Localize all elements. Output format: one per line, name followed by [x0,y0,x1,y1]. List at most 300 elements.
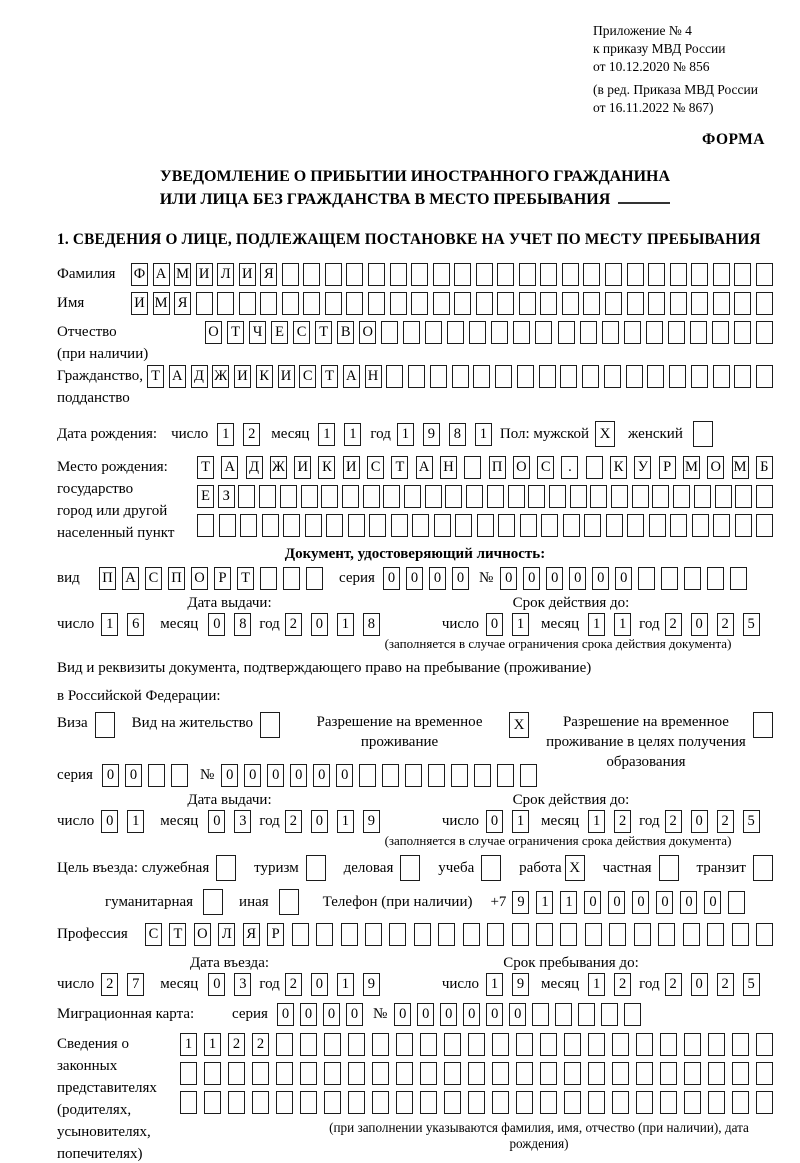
id-issue-month-cell-2[interactable]: 8 [234,613,251,636]
patronymic-cell-1[interactable]: О [205,321,222,344]
profession-cell-1[interactable]: С [145,923,162,946]
representatives-line1-cell-17[interactable] [564,1033,581,1056]
birthplace-line1-cell-9[interactable]: Т [391,456,408,479]
surname-cell-15[interactable] [433,263,450,286]
given-name-cell-25[interactable] [648,292,665,315]
stay-until-month-cell-2[interactable]: 2 [614,973,631,996]
given-name-cell-5[interactable] [217,292,234,315]
surname-cell-23[interactable] [605,263,622,286]
birthplace-line3-cell-13[interactable] [455,514,472,537]
given-name-cell-1[interactable]: И [131,292,148,315]
birth-year-cell-1[interactable]: 1 [397,423,414,446]
birthplace-line2-cell-8[interactable] [342,485,359,508]
representatives-line2-cell-24[interactable] [732,1062,749,1085]
migration-card-number-cell-3[interactable]: 0 [440,1003,457,1026]
stay-doc-number-cell-5[interactable]: 0 [313,764,330,787]
citizenship-cell-26[interactable] [691,365,708,388]
purpose-business-cell-1[interactable] [400,855,420,881]
surname-cell-16[interactable] [454,263,471,286]
id-doc-type-cell-3[interactable]: С [145,567,162,590]
migration-card-number-cell-9[interactable] [578,1003,595,1026]
id-doc-series-cell-1[interactable]: 0 [383,567,400,590]
patronymic-cell-16[interactable] [535,321,552,344]
birthplace-line1-cell-19[interactable]: У [634,456,651,479]
citizenship-cell-28[interactable] [734,365,751,388]
birthplace-line1-cell-22[interactable]: О [707,456,724,479]
id-doc-type-cell-8[interactable] [260,567,277,590]
birthplace-line1-cell-21[interactable]: М [683,456,700,479]
stay-issue-year-cell-4[interactable]: 9 [363,810,380,833]
birthplace-line1-cell-14[interactable]: О [513,456,530,479]
birthplace-line1-cell-7[interactable]: И [343,456,360,479]
patronymic-cell-18[interactable] [580,321,597,344]
stay-doc-number-cell-13[interactable] [497,764,514,787]
phone-cell-3[interactable]: 1 [560,891,577,914]
given-name-cell-20[interactable] [540,292,557,315]
profession-cell-26[interactable] [756,923,773,946]
representatives-line3-cell-10[interactable] [396,1091,413,1114]
surname-cell-8[interactable] [282,263,299,286]
representatives-line2-cell-20[interactable] [636,1062,653,1085]
representatives-line1-cell-5[interactable] [276,1033,293,1056]
birthplace-line2-cell-19[interactable] [570,485,587,508]
representatives-line1-cell-1[interactable]: 1 [180,1033,197,1056]
patronymic-cell-3[interactable]: Ч [249,321,266,344]
birthplace-line3-cell-26[interactable] [735,514,752,537]
id-doc-series-cell-4[interactable]: 0 [452,567,469,590]
surname-cell-1[interactable]: Ф [131,263,148,286]
id-expiry-month-cell-1[interactable]: 1 [588,613,605,636]
stay-doc-number-cell-14[interactable] [520,764,537,787]
representatives-line1-cell-9[interactable] [372,1033,389,1056]
stay-until-year-cell-3[interactable]: 2 [717,973,734,996]
citizenship-cell-11[interactable]: Н [365,365,382,388]
surname-cell-30[interactable] [756,263,773,286]
birthplace-line2-cell-18[interactable] [549,485,566,508]
visa-cell-1[interactable] [95,712,115,738]
given-name-cell-13[interactable] [390,292,407,315]
stay-expiry-year-cell-4[interactable]: 5 [743,810,760,833]
given-name-cell-9[interactable] [303,292,320,315]
birthplace-line3-cell-6[interactable] [305,514,322,537]
birthplace-line2-cell-14[interactable] [466,485,483,508]
representatives-line2-cell-7[interactable] [324,1062,341,1085]
given-name-cell-17[interactable] [476,292,493,315]
id-doc-series-cell-3[interactable]: 0 [429,567,446,590]
citizenship-cell-10[interactable]: А [343,365,360,388]
representatives-line2-cell-2[interactable] [204,1062,221,1085]
stay-doc-number-cell-4[interactable]: 0 [290,764,307,787]
id-expiry-day-cell-2[interactable]: 1 [512,613,529,636]
birthplace-line2-cell-24[interactable] [673,485,690,508]
citizenship-cell-20[interactable] [560,365,577,388]
representatives-line2-cell-1[interactable] [180,1062,197,1085]
patronymic-cell-14[interactable] [491,321,508,344]
stay-doc-number-cell-12[interactable] [474,764,491,787]
profession-cell-10[interactable] [365,923,382,946]
citizenship-cell-15[interactable] [452,365,469,388]
representatives-line1-cell-3[interactable]: 2 [228,1033,245,1056]
citizenship-cell-16[interactable] [473,365,490,388]
patronymic-cell-23[interactable] [690,321,707,344]
birthplace-line3-cell-17[interactable] [541,514,558,537]
given-name-cell-12[interactable] [368,292,385,315]
stay-doc-series-cell-1[interactable]: 0 [102,764,119,787]
representatives-line3-cell-19[interactable] [612,1091,629,1114]
patronymic-cell-8[interactable]: О [359,321,376,344]
birthplace-line3-cell-16[interactable] [520,514,537,537]
surname-cell-5[interactable]: Л [217,263,234,286]
patronymic-cell-19[interactable] [602,321,619,344]
representatives-line2-cell-25[interactable] [756,1062,773,1085]
representatives-line3-cell-15[interactable] [516,1091,533,1114]
given-name-cell-4[interactable] [196,292,213,315]
surname-cell-9[interactable] [303,263,320,286]
given-name-cell-23[interactable] [605,292,622,315]
birthplace-line2-cell-27[interactable] [735,485,752,508]
stay-until-day-cell-2[interactable]: 9 [512,973,529,996]
profession-cell-25[interactable] [732,923,749,946]
id-doc-type-cell-9[interactable] [283,567,300,590]
id-doc-type-cell-10[interactable] [306,567,323,590]
representatives-line3-cell-5[interactable] [276,1091,293,1114]
birthplace-line1-cell-18[interactable]: К [610,456,627,479]
birthplace-line1-cell-24[interactable]: Б [756,456,773,479]
citizenship-cell-21[interactable] [582,365,599,388]
birthplace-line2-cell-16[interactable] [508,485,525,508]
id-issue-day-cell-1[interactable]: 1 [101,613,118,636]
representatives-line3-cell-24[interactable] [732,1091,749,1114]
temp-residence-cell-1[interactable]: X [509,712,529,738]
birthplace-line2-cell-20[interactable] [590,485,607,508]
representatives-line2-cell-18[interactable] [588,1062,605,1085]
entry-day-cell-2[interactable]: 7 [127,973,144,996]
id-doc-number-cell-2[interactable]: 0 [523,567,540,590]
given-name-cell-19[interactable] [519,292,536,315]
birthplace-line1-cell-15[interactable]: С [537,456,554,479]
citizenship-cell-23[interactable] [626,365,643,388]
representatives-line2-cell-13[interactable] [468,1062,485,1085]
phone-cell-4[interactable]: 0 [584,891,601,914]
birthplace-line2-cell-3[interactable] [238,485,255,508]
surname-cell-20[interactable] [540,263,557,286]
entry-year-cell-4[interactable]: 9 [363,973,380,996]
migration-card-series-cell-3[interactable]: 0 [323,1003,340,1026]
phone-cell-7[interactable]: 0 [656,891,673,914]
phone-cell-1[interactable]: 9 [512,891,529,914]
representatives-line3-cell-16[interactable] [540,1091,557,1114]
representatives-line2-cell-15[interactable] [516,1062,533,1085]
phone-cell-9[interactable]: 0 [704,891,721,914]
entry-year-cell-2[interactable]: 0 [311,973,328,996]
citizenship-cell-22[interactable] [604,365,621,388]
given-name-cell-11[interactable] [346,292,363,315]
stay-expiry-day-cell-1[interactable]: 0 [486,810,503,833]
citizenship-cell-19[interactable] [539,365,556,388]
birthplace-line2-cell-22[interactable] [632,485,649,508]
given-name-cell-29[interactable] [734,292,751,315]
representatives-line1-cell-8[interactable] [348,1033,365,1056]
birthplace-line3-cell-25[interactable] [713,514,730,537]
sex-female-cell-1[interactable] [693,421,713,447]
id-expiry-year-cell-4[interactable]: 5 [743,613,760,636]
id-doc-number-cell-11[interactable] [730,567,747,590]
id-issue-day-cell-2[interactable]: 6 [127,613,144,636]
representatives-line2-cell-6[interactable] [300,1062,317,1085]
given-name-cell-3[interactable]: Я [174,292,191,315]
birthplace-line2-cell-10[interactable] [383,485,400,508]
birthplace-line3-cell-12[interactable] [434,514,451,537]
representatives-line3-cell-12[interactable] [444,1091,461,1114]
representatives-line1-cell-15[interactable] [516,1033,533,1056]
birthplace-line1-cell-11[interactable]: Н [440,456,457,479]
given-name-cell-21[interactable] [562,292,579,315]
representatives-line3-cell-14[interactable] [492,1091,509,1114]
birthplace-line2-cell-21[interactable] [611,485,628,508]
patronymic-cell-20[interactable] [624,321,641,344]
profession-cell-8[interactable] [316,923,333,946]
id-doc-number-cell-10[interactable] [707,567,724,590]
id-doc-number-cell-4[interactable]: 0 [569,567,586,590]
id-issue-year-cell-1[interactable]: 2 [285,613,302,636]
profession-cell-17[interactable] [536,923,553,946]
birthplace-line2-cell-25[interactable] [694,485,711,508]
birthplace-line1-cell-20[interactable]: Р [659,456,676,479]
citizenship-cell-9[interactable]: Т [321,365,338,388]
surname-cell-12[interactable] [368,263,385,286]
birthplace-line3-cell-21[interactable] [627,514,644,537]
birthplace-line3-cell-10[interactable] [391,514,408,537]
stay-expiry-month-cell-2[interactable]: 2 [614,810,631,833]
id-expiry-month-cell-2[interactable]: 1 [614,613,631,636]
birthplace-line2-cell-13[interactable] [445,485,462,508]
stay-doc-number-cell-8[interactable] [382,764,399,787]
profession-cell-5[interactable]: Я [243,923,260,946]
given-name-cell-28[interactable] [713,292,730,315]
representatives-line3-cell-4[interactable] [252,1091,269,1114]
representatives-line1-cell-16[interactable] [540,1033,557,1056]
purpose-work-cell-1[interactable]: X [565,855,585,881]
purpose-transit-cell-1[interactable] [753,855,773,881]
patronymic-cell-5[interactable]: С [293,321,310,344]
purpose-study-cell-1[interactable] [481,855,501,881]
patronymic-cell-6[interactable]: Т [315,321,332,344]
representatives-line2-cell-16[interactable] [540,1062,557,1085]
patronymic-cell-9[interactable] [381,321,398,344]
birthplace-line3-cell-1[interactable] [197,514,214,537]
representatives-line2-cell-12[interactable] [444,1062,461,1085]
profession-cell-12[interactable] [414,923,431,946]
representatives-line3-cell-3[interactable] [228,1091,245,1114]
birthplace-line2-cell-4[interactable] [259,485,276,508]
stay-issue-year-cell-1[interactable]: 2 [285,810,302,833]
birthplace-line1-cell-12[interactable] [464,456,481,479]
id-doc-type-cell-5[interactable]: О [191,567,208,590]
stay-until-year-cell-2[interactable]: 0 [691,973,708,996]
birthplace-line2-cell-28[interactable] [756,485,773,508]
id-expiry-year-cell-3[interactable]: 2 [717,613,734,636]
id-doc-number-cell-9[interactable] [684,567,701,590]
given-name-cell-27[interactable] [691,292,708,315]
birthplace-line3-cell-19[interactable] [584,514,601,537]
id-doc-number-cell-6[interactable]: 0 [615,567,632,590]
birthplace-line1-cell-13[interactable]: П [489,456,506,479]
entry-year-cell-1[interactable]: 2 [285,973,302,996]
birthplace-line3-cell-20[interactable] [606,514,623,537]
representatives-line3-cell-21[interactable] [660,1091,677,1114]
migration-card-series-cell-1[interactable]: 0 [277,1003,294,1026]
entry-month-cell-1[interactable]: 0 [208,973,225,996]
representatives-line1-cell-20[interactable] [636,1033,653,1056]
representatives-line3-cell-25[interactable] [756,1091,773,1114]
given-name-cell-8[interactable] [282,292,299,315]
stay-until-day-cell-1[interactable]: 1 [486,973,503,996]
surname-cell-3[interactable]: М [174,263,191,286]
citizenship-cell-1[interactable]: Т [147,365,164,388]
birthplace-line3-cell-7[interactable] [326,514,343,537]
representatives-line2-cell-3[interactable] [228,1062,245,1085]
birth-day-cell-2[interactable]: 2 [243,423,260,446]
profession-cell-23[interactable] [683,923,700,946]
birthplace-line2-cell-26[interactable] [715,485,732,508]
migration-card-number-cell-6[interactable]: 0 [509,1003,526,1026]
birthplace-line2-cell-5[interactable] [280,485,297,508]
patronymic-cell-10[interactable] [403,321,420,344]
representatives-line2-cell-17[interactable] [564,1062,581,1085]
birthplace-line1-cell-5[interactable]: И [294,456,311,479]
stay-expiry-month-cell-1[interactable]: 1 [588,810,605,833]
representatives-line3-cell-11[interactable] [420,1091,437,1114]
birthplace-line1-cell-4[interactable]: Ж [270,456,287,479]
phone-cell-10[interactable] [728,891,745,914]
id-doc-series-cell-2[interactable]: 0 [406,567,423,590]
stay-until-year-cell-4[interactable]: 5 [743,973,760,996]
purpose-private-cell-1[interactable] [659,855,679,881]
patronymic-cell-26[interactable] [756,321,773,344]
representatives-line3-cell-2[interactable] [204,1091,221,1114]
representatives-line3-cell-1[interactable] [180,1091,197,1114]
representatives-line3-cell-22[interactable] [684,1091,701,1114]
citizenship-cell-18[interactable] [517,365,534,388]
stay-doc-number-cell-2[interactable]: 0 [244,764,261,787]
migration-card-number-cell-10[interactable] [601,1003,618,1026]
surname-cell-11[interactable] [346,263,363,286]
migration-card-number-cell-5[interactable]: 0 [486,1003,503,1026]
id-expiry-day-cell-1[interactable]: 0 [486,613,503,636]
birthplace-line2-cell-12[interactable] [425,485,442,508]
patronymic-cell-13[interactable] [469,321,486,344]
surname-cell-21[interactable] [562,263,579,286]
profession-cell-14[interactable] [463,923,480,946]
representatives-line3-cell-20[interactable] [636,1091,653,1114]
profession-cell-19[interactable] [585,923,602,946]
profession-cell-4[interactable]: Л [218,923,235,946]
patronymic-cell-2[interactable]: Т [227,321,244,344]
surname-cell-4[interactable]: И [196,263,213,286]
stay-doc-number-cell-9[interactable] [405,764,422,787]
given-name-cell-2[interactable]: М [153,292,170,315]
citizenship-cell-12[interactable] [386,365,403,388]
birthplace-line3-cell-3[interactable] [240,514,257,537]
entry-day-cell-1[interactable]: 2 [101,973,118,996]
representatives-line2-cell-23[interactable] [708,1062,725,1085]
citizenship-cell-27[interactable] [713,365,730,388]
id-issue-year-cell-2[interactable]: 0 [311,613,328,636]
stay-issue-month-cell-1[interactable]: 0 [208,810,225,833]
profession-cell-6[interactable]: Р [267,923,284,946]
profession-cell-9[interactable] [341,923,358,946]
birthplace-line3-cell-18[interactable] [563,514,580,537]
citizenship-cell-14[interactable] [430,365,447,388]
patronymic-cell-22[interactable] [668,321,685,344]
stay-issue-month-cell-2[interactable]: 3 [234,810,251,833]
representatives-line1-cell-12[interactable] [444,1033,461,1056]
representatives-line1-cell-7[interactable] [324,1033,341,1056]
surname-cell-22[interactable] [583,263,600,286]
representatives-line1-cell-23[interactable] [708,1033,725,1056]
given-name-cell-26[interactable] [670,292,687,315]
birthplace-line3-cell-22[interactable] [649,514,666,537]
profession-cell-2[interactable]: Т [169,923,186,946]
surname-cell-2[interactable]: А [153,263,170,286]
stay-doc-number-cell-11[interactable] [451,764,468,787]
representatives-line3-cell-9[interactable] [372,1091,389,1114]
profession-cell-24[interactable] [707,923,724,946]
surname-cell-13[interactable] [390,263,407,286]
stay-doc-series-cell-2[interactable]: 0 [125,764,142,787]
id-doc-number-cell-3[interactable]: 0 [546,567,563,590]
representatives-line1-cell-6[interactable] [300,1033,317,1056]
citizenship-cell-7[interactable]: И [278,365,295,388]
birthplace-line3-cell-14[interactable] [477,514,494,537]
id-issue-month-cell-1[interactable]: 0 [208,613,225,636]
phone-cell-2[interactable]: 1 [536,891,553,914]
citizenship-cell-5[interactable]: И [234,365,251,388]
surname-cell-18[interactable] [497,263,514,286]
migration-card-number-cell-7[interactable] [532,1003,549,1026]
birthplace-line1-cell-17[interactable] [586,456,603,479]
given-name-cell-10[interactable] [325,292,342,315]
birthplace-line3-cell-2[interactable] [219,514,236,537]
representatives-line2-cell-9[interactable] [372,1062,389,1085]
stay-issue-day-cell-1[interactable]: 0 [101,810,118,833]
sex-male-cell-1[interactable]: X [595,421,615,447]
representatives-line1-cell-11[interactable] [420,1033,437,1056]
stay-doc-number-cell-7[interactable] [359,764,376,787]
representatives-line1-cell-4[interactable]: 2 [252,1033,269,1056]
citizenship-cell-24[interactable] [647,365,664,388]
birthplace-line3-cell-5[interactable] [283,514,300,537]
given-name-cell-15[interactable] [433,292,450,315]
id-doc-number-cell-7[interactable] [638,567,655,590]
representatives-line2-cell-14[interactable] [492,1062,509,1085]
patronymic-cell-4[interactable]: Е [271,321,288,344]
residence-permit-cell-1[interactable] [260,712,280,738]
representatives-line1-cell-2[interactable]: 1 [204,1033,221,1056]
given-name-cell-14[interactable] [411,292,428,315]
stay-doc-number-cell-3[interactable]: 0 [267,764,284,787]
migration-card-number-cell-2[interactable]: 0 [417,1003,434,1026]
migration-card-number-cell-1[interactable]: 0 [394,1003,411,1026]
stay-expiry-day-cell-2[interactable]: 1 [512,810,529,833]
representatives-line3-cell-13[interactable] [468,1091,485,1114]
surname-cell-29[interactable] [734,263,751,286]
purpose-humanitarian-cell-1[interactable] [203,889,223,915]
stay-until-month-cell-1[interactable]: 1 [588,973,605,996]
birthplace-line2-cell-7[interactable] [321,485,338,508]
surname-cell-14[interactable] [411,263,428,286]
stay-until-year-cell-1[interactable]: 2 [665,973,682,996]
